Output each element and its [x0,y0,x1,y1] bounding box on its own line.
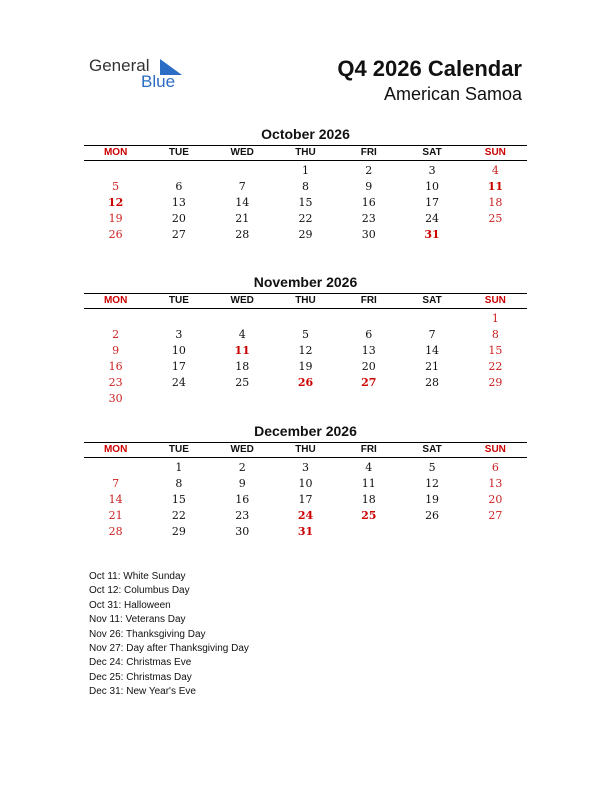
day-cell: 9 [238,477,246,490]
day-cell: 5 [112,180,120,193]
day-cell: 24 [297,509,314,522]
day-cell: 31 [297,525,314,538]
day-cell: 7 [112,477,120,490]
day-cell: 11 [234,344,250,357]
day-cell: 1 [491,312,499,325]
day-cell: 7 [428,328,436,341]
empty-cell [400,311,463,327]
weekday-mon: MON [103,444,128,455]
weekday-header [84,145,527,161]
day-cell: 25 [488,212,503,225]
day-cell: 18 [235,360,250,373]
weekday-tue: TUE [168,444,189,455]
weekday-fri: FRI [360,295,377,306]
month-title: October 2026 [261,126,350,142]
day-cell: 1 [301,164,309,177]
day-cell: 19 [425,493,440,506]
day-cell: 26 [297,376,314,389]
day-cell: 28 [108,525,123,538]
day-cell: 11 [361,477,376,490]
holiday-item: Nov 26: Thanksgiving Day [89,628,206,640]
brand-name-general: General [89,56,150,75]
day-cell: 12 [425,477,440,490]
weekday-fri: FRI [360,147,377,158]
day-cell: 3 [301,461,309,474]
day-cell: 22 [488,360,503,373]
day-grid [84,309,527,407]
page-subtitle: American Samoa [383,84,522,104]
weekday-mon: MON [103,147,128,158]
day-grid [84,458,527,540]
day-cell: 14 [425,344,440,357]
day-cell: 2 [238,461,246,474]
weekday-header [84,442,527,458]
day-cell: 25 [361,509,377,522]
weekday-thu: THU [295,147,316,158]
day-cell: 14 [235,196,250,209]
brand-logo [89,56,199,96]
month-october [84,125,527,243]
day-cell: 14 [108,493,123,506]
weekday-wed: WED [230,295,254,306]
holiday-list [89,570,249,700]
day-cell: 11 [487,180,503,193]
weekday-mon: MON [103,295,128,306]
day-cell: 26 [108,228,123,241]
empty-cell [84,311,147,327]
day-cell: 30 [361,228,376,241]
weekday-thu: THU [295,444,316,455]
empty-cell [84,163,147,179]
day-cell: 2 [365,164,373,177]
day-cell: 29 [298,228,313,241]
day-cell: 1 [175,461,183,474]
weekday-tue: TUE [168,147,189,158]
empty-cell [84,460,147,476]
day-cell: 17 [298,493,313,506]
day-cell: 28 [235,228,250,241]
holiday-item: Dec 31: New Year's Eve [89,686,196,698]
day-cell: 6 [175,180,183,193]
day-cell: 19 [298,360,313,373]
day-cell: 15 [298,196,313,209]
weekday-sat: SAT [422,147,442,158]
weekday-sun: SUN [484,147,506,158]
day-cell: 21 [108,509,123,522]
holiday-item: Oct 31: Halloween [89,599,171,611]
day-cell: 20 [361,360,376,373]
holiday-item: Nov 27: Day after Thanksgiving Day [89,642,249,654]
day-cell: 9 [112,344,120,357]
day-cell: 3 [175,328,183,341]
weekday-wed: WED [230,444,254,455]
holiday-item: Nov 11: Veterans Day [89,614,186,626]
holiday-item: Dec 24: Christmas Eve [89,657,192,669]
weekday-header [84,293,527,309]
day-cell: 25 [235,376,250,389]
day-cell: 27 [361,376,377,389]
weekday-tue: TUE [168,295,189,306]
weekday-wed: WED [230,147,254,158]
weekday-sun: SUN [484,444,506,455]
day-cell: 20 [488,493,503,506]
empty-cell [337,311,400,327]
empty-cell [274,311,337,327]
day-cell: 18 [361,493,376,506]
day-cell: 21 [235,212,250,225]
day-cell: 30 [235,525,250,538]
day-cell: 4 [491,164,499,177]
day-cell: 10 [425,180,440,193]
day-cell: 16 [108,360,123,373]
day-cell: 4 [238,328,246,341]
weekday-sat: SAT [422,295,442,306]
day-cell: 15 [171,493,186,506]
day-cell: 16 [235,493,250,506]
month-december [84,422,527,540]
day-cell: 8 [175,477,183,490]
day-cell: 12 [107,196,124,209]
day-cell: 27 [488,509,503,522]
empty-cell [211,311,274,327]
weekday-sat: SAT [422,444,442,455]
day-cell: 19 [108,212,123,225]
day-cell: 23 [108,376,123,389]
day-cell: 23 [361,212,376,225]
day-cell: 28 [425,376,440,389]
brand-name-blue: Blue [141,72,176,91]
weekday-thu: THU [295,295,316,306]
day-cell: 27 [171,228,186,241]
day-cell: 30 [108,392,123,405]
day-cell: 17 [425,196,440,209]
day-cell: 3 [428,164,436,177]
day-cell: 13 [361,344,376,357]
day-cell: 10 [298,477,313,490]
day-cell: 20 [171,212,186,225]
day-cell: 24 [171,376,186,389]
day-cell: 6 [491,461,499,474]
day-cell: 18 [488,196,503,209]
day-cell: 31 [424,228,440,241]
day-cell: 5 [301,328,309,341]
day-cell: 26 [425,509,440,522]
day-cell: 8 [491,328,499,341]
day-cell: 13 [171,196,186,209]
holiday-item: Oct 12: Columbus Day [89,585,190,597]
weekday-fri: FRI [360,444,377,455]
day-cell: 13 [488,477,503,490]
day-cell: 29 [488,376,503,389]
day-cell: 6 [365,328,373,341]
day-cell: 22 [298,212,313,225]
day-cell: 21 [425,360,440,373]
day-cell: 9 [365,180,373,193]
day-cell: 10 [171,344,186,357]
day-grid [84,161,527,243]
month-title: November 2026 [253,274,358,290]
day-cell: 29 [171,525,186,538]
day-cell: 24 [425,212,440,225]
day-cell: 23 [235,509,250,522]
day-cell: 17 [171,360,186,373]
day-cell: 15 [488,344,503,357]
weekday-sun: SUN [484,295,506,306]
day-cell: 12 [298,344,313,357]
empty-cell [147,311,210,327]
holiday-item: Oct 11: White Sunday [89,571,186,582]
day-cell: 8 [301,180,309,193]
month-title: December 2026 [254,423,357,439]
day-cell: 16 [361,196,376,209]
holiday-item: Dec 25: Christmas Day [89,671,192,683]
month-november [84,273,527,407]
day-cell: 22 [171,509,186,522]
day-cell: 4 [365,461,373,474]
page-title: Q4 2026 Calendar [337,56,522,81]
day-cell: 7 [238,180,246,193]
day-cell: 2 [112,328,120,341]
empty-cell [211,163,274,179]
day-cell: 5 [428,461,436,474]
empty-cell [147,163,210,179]
